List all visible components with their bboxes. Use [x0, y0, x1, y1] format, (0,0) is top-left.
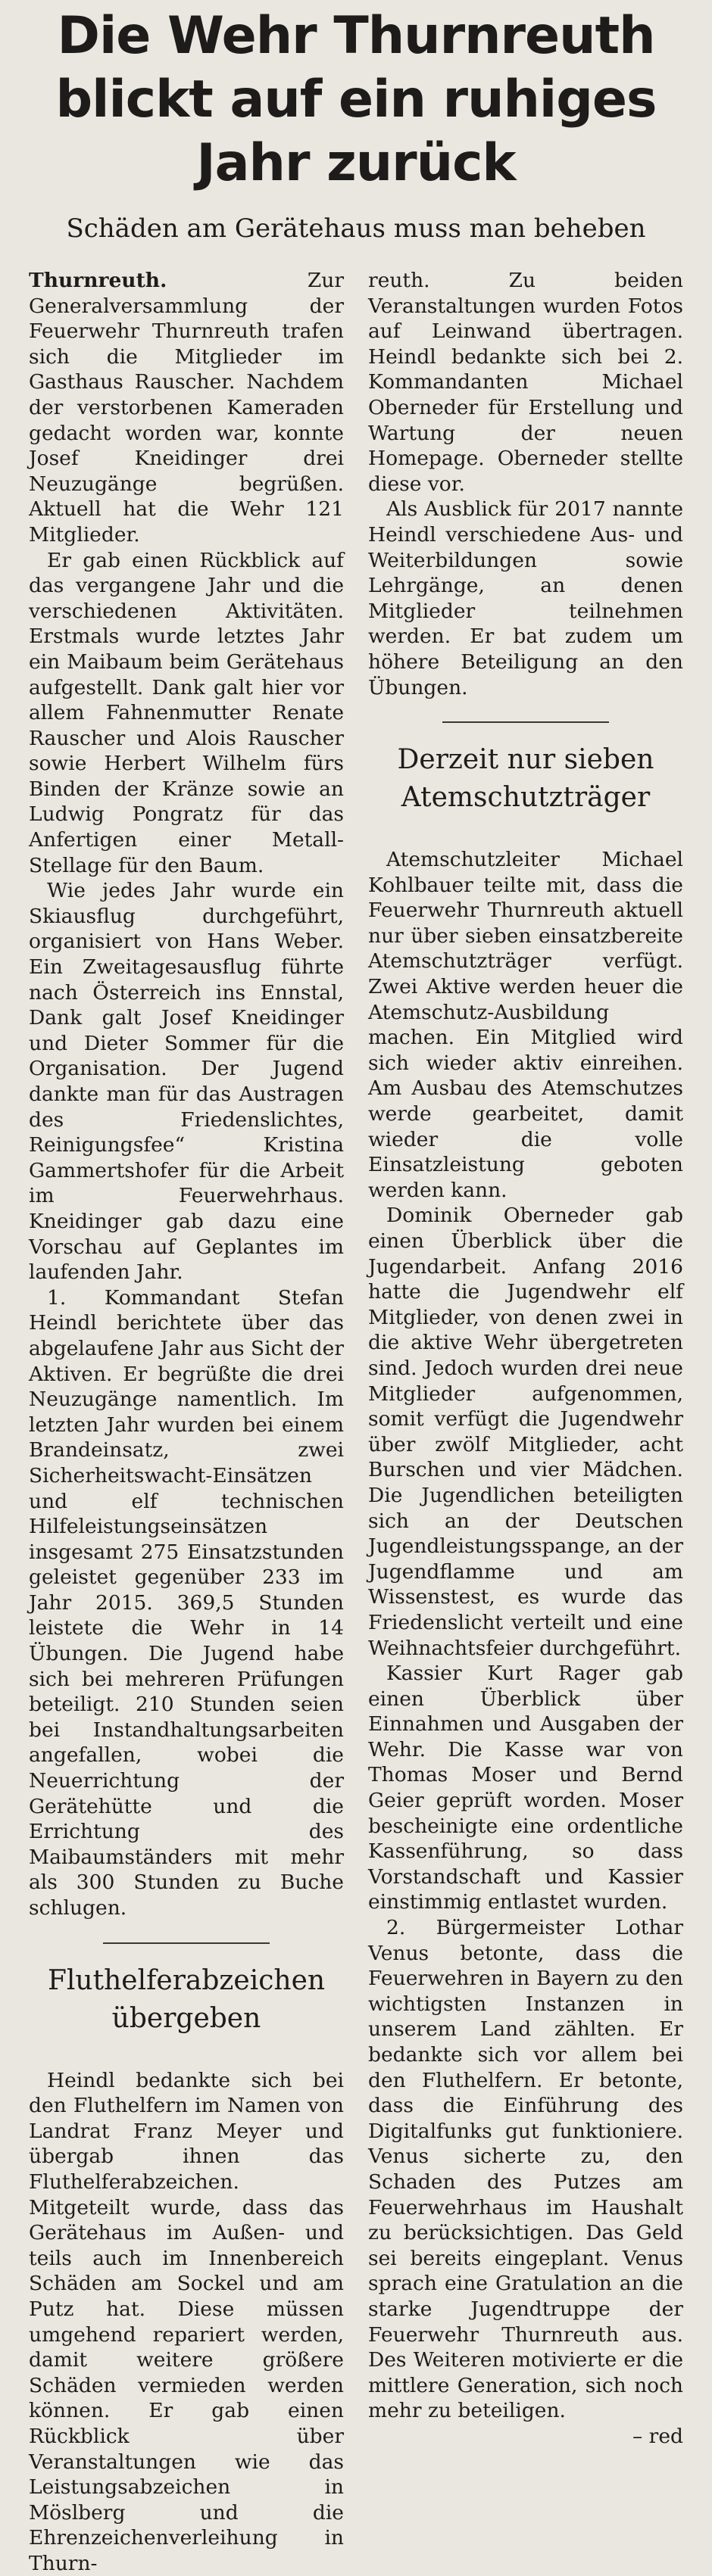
article-columns: [29, 268, 683, 2576]
paragraph: Er gab einen Rückblick auf das vergangene Jahr und die verschiedenen Aktivitäten. Erstmals wurde letztes Jahr ein Maibaum beim Gerätehaus aufgestellt. Dank galt hier vor allem Fahnenmutter Renate Rauscher und Alois Rauscher sowie Herbert Wilhelm fürs Binden der Kränze sowie an Ludwig Pongratz für das Anfertigen einer Metall-Stellage für den Baum.: [29, 548, 344, 877]
paragraph: Dominik Oberneder gab einen Überblick über die Jugendarbeit. Anfang 2016 hatte die Jugendwehr elf Mitglieder, von denen zwei in die aktive Wehr übergetreten sind. Jedoch wurden drei neue Mitglieder aufgenommen, somit verfügt die Jugendwehr über zwölf Mitglieder, acht Burschen und vier Mädchen. Die Jugendlichen beteiligten sich an der Deutschen Jugendleistungsspange, an der Jugendflamme und am Wissenstest, es wurde das Friedenslicht verteilt und eine Weihnachtsfeier durchgeführt.: [368, 1204, 683, 1660]
paragraph: 1. Kommandant Stefan Heindl berichtete über das abgelaufene Jahr aus Sicht der Aktiven. Er begrüßte die drei Neuzugänge namentlich. Im letzten Jahr wurden bei einem Brandeinsatz, zwei Sicherheitswacht-Einsätzen und elf technischen Hilfeleistungseinsätzen insgesamt 275 Einsatzstunden geleistet gegenüber 233 im Jahr 2015. 369,5 Stunden leistete die Wehr in 14 Übungen. Die Jugend habe sich bei mehreren Prüfungen beteiligt. 210 Stunden seien bei Instandhaltungsarbeiten angefallen, wobei die Neuerrichtung der Gerätehütte und die Errichtung des Maibaumständers mit mehr als 300 Stunden zu Buche schlugen.: [29, 1285, 344, 1920]
column-right: [368, 268, 683, 2576]
subheadline: Schäden am Gerätehaus muss man beheben: [66, 213, 646, 244]
paragraph: Thurnreuth. Zur Generalversammlung der Feuerwehr Thurnreuth trafen sich die Mitglieder im Gasthaus Rauscher. Nachdem der verstorbenen Kameraden gedacht worden war, konnte Josef Kneidinger drei Neuzugänge begrüßen. Aktuell hat die Wehr 121 Mitglieder.: [29, 269, 344, 547]
divider: [103, 1942, 270, 1944]
paragraph: Heindl bedankte sich bei den Fluthelfern im Namen von Landrat Franz Meyer und übergab ihnen das Fluthelferabzeichen. Mitgeteilt wurde, dass das Gerätehaus im Außen- und teils auch im Innenbereich Schäden am Sockel und am Putz hat. Diese müssen umgehend repariert werden, damit weitere größere Schäden vermieden werden können. Er gab einen Rückblick über Veranstaltungen wie das Leistungsabzeichen in Möslberg und die Ehrenzeichenverleihung in Thurn-: [29, 2068, 344, 2575]
headline: Die Wehr Thurnreuth blickt auf ein ruhiges Jahr zurück: [55, 6, 657, 193]
paragraph: reuth. Zu beiden Veranstaltungen wurden Fotos auf Leinwand übertragen. Heindl bedankte sich bei 2. Kommandanten Michael Oberneder für Erstellung und Wartung der neuen Homepage. Oberneder stellte diese vor.: [368, 269, 683, 496]
paragraph: Als Ausblick für 2017 nannte Heindl verschiedene Aus- und Weiterbildungen sowie Lehrgänge, an denen Mitglieder teilnehmen werden. Er bat zudem um höhere Beteiligung an den Übungen.: [368, 497, 683, 699]
author-tag: – red: [632, 2424, 683, 2448]
paragraph: 2. Bürgermeister Lothar Venus betonte, dass die Feuerwehren in Bayern zu den wichtigsten Instanzen in unserem Land zählten. Er bedankte sich vor allem bei den Fluthelfern. Er betonte, dass die Einführung des Digitalfunks gut funktioniere. Venus sicherte zu, den Schaden des Putzes am Feuerwehrhaus im Haushalt zu berücksichtigen. Das Geld sei bereits eingeplant. Venus sprach eine Gratulation an die starke Jugendtruppe der Feuerwehr Thurnreuth aus. Des Weiteren motivierte er die mittlere Generation, sich noch mehr zu beteiligen.: [368, 1916, 683, 2423]
paragraph: Atemschutzleiter Michael Kohlbauer teilte mit, dass die Feuerwehr Thurnreuth aktuell nur über sieben einsatzbereite Atemschutzträger verfügt. Zwei Aktive werden heuer die Atemschutz-Ausbildung machen. Ein Mitglied wird sich wieder aktiv einreihen. Am Ausbau des Atemschutzes werde gearbeitet, damit wieder die volle Einsatzleistung geboten werden kann.: [368, 848, 683, 1202]
divider: [442, 721, 609, 723]
subheading-atemschutz: Derzeit nur sieben Atemschutzträger: [397, 744, 654, 814]
dateline: Thurnreuth.: [29, 269, 167, 292]
column-left: [29, 268, 344, 2576]
paragraph: Wie jedes Jahr wurde ein Skiausflug durchgeführt, organisiert von Hans Weber. Ein Zweitagesausflug führte nach Österreich ins Ennstal, Dank galt Josef Kneidinger und Dieter Sommer für die Organisation. Der Jugend dankte man für das Austragen des Friedenslichtes, Reinigungsfee“ Kristina Gammertshofer für die Arbeit im Feuerwehrhaus. Kneidinger gab dazu eine Vorschau auf Geplantes im laufenden Jahr.: [29, 879, 344, 1285]
paragraph: Kassier Kurt Rager gab einen Überblick über Einnahmen und Ausgaben der Wehr. Die Kasse war von Thomas Moser und Bernd Geier geprüft worden. Moser bescheinigte eine ordentliche Kassenführung, so dass Vorstandschaft und Kassier einstimmig entlastet wurden.: [368, 1662, 683, 1914]
subheading-fluthelfer: Fluthelferabzeichen übergeben: [47, 1964, 326, 2034]
